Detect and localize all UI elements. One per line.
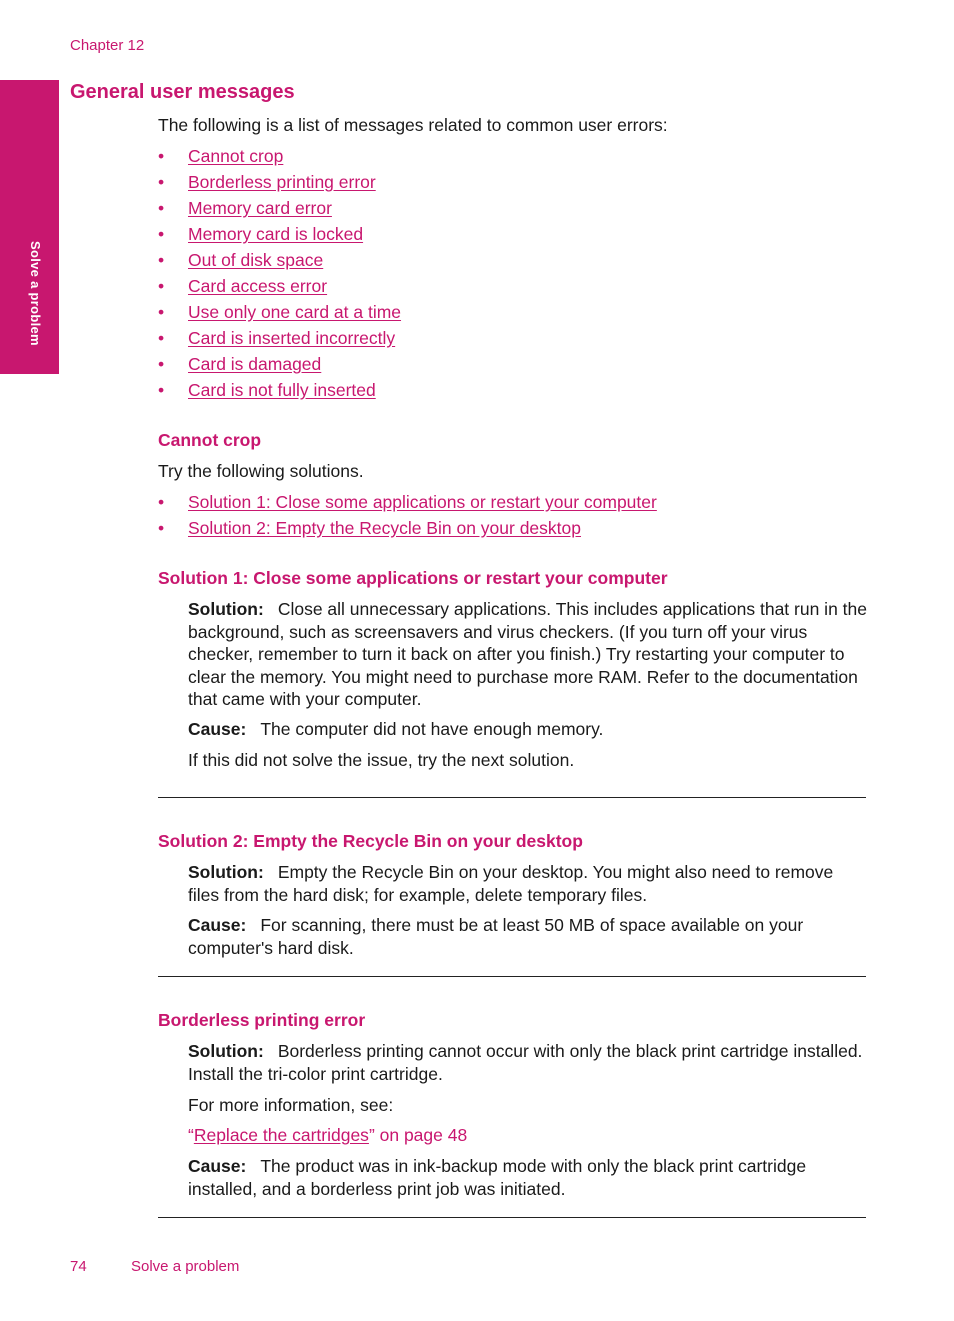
bullet-icon: • [158,146,165,166]
bullet-icon: • [158,492,165,512]
list-item [158,517,657,543]
divider [158,797,866,798]
divider [158,976,866,977]
list-item [158,327,401,353]
bullet-icon: • [158,276,165,296]
list-item [158,301,401,327]
page-number: 74 [70,1258,87,1275]
link-cannot-crop[interactable]: Cannot crop [188,146,284,166]
section-title: General user messages [70,81,295,103]
cannot-crop-intro: Try the following solutions. [158,461,364,481]
link-card-inserted-incorrectly[interactable]: Card is inserted incorrectly [188,328,396,348]
side-tab-label: Solve a problem [28,241,43,346]
solution-label: Solution: [188,862,264,882]
solution-label: Solution: [188,599,264,619]
chapter-header: Chapter 12 [70,37,145,54]
link-borderless-printing-error[interactable]: Borderless printing error [188,172,376,192]
footer-section: Solve a problem [131,1258,240,1275]
cause-label: Cause: [188,915,247,935]
link-out-of-disk-space[interactable]: Out of disk space [188,250,324,270]
divider [158,1217,866,1218]
borderless-heading: Borderless printing error [158,1010,366,1030]
link-card-damaged[interactable]: Card is damaged [188,354,322,374]
link-solution-1[interactable]: Solution 1: Close some applications or restart your computer [188,492,657,512]
solution-2-body: Empty the Recycle Bin on your desktop. You might also need to remove files from the hard disk; for example, delete temporary files. [188,862,834,905]
bullet-icon: • [158,198,165,218]
list-item [158,275,401,301]
list-item [158,223,401,249]
cause-label: Cause: [188,719,247,739]
cause-label: Cause: [188,1156,247,1176]
solution-1-cause [188,718,868,741]
cannot-crop-heading: Cannot crop [158,430,262,450]
solution-2-heading: Solution 2: Empty the Recycle Bin on your desktop [158,831,583,851]
solution-1-cause-body: The computer did not have enough memory. [260,719,604,739]
list-item [158,197,401,223]
bullet-icon: • [158,224,165,244]
bullet-icon: • [158,380,165,400]
list-item [158,353,401,379]
link-one-card-at-a-time[interactable]: Use only one card at a time [188,302,402,322]
borderless-solution [188,1040,868,1085]
list-item [158,171,401,197]
borderless-reference [188,1124,868,1147]
solution-1-body: Close all unnecessary applications. This includes applications that run in the background, such as screensavers and virus checkers. (If you turn off your virus checker, remember to turn it back on after you finish.) Try restarting your computer to clear the memory. You might need to purchase more RAM. Refer to the documentation that came with your computer. [188,599,867,709]
section-intro: The following is a list of messages related to common user errors: [158,115,668,135]
list-item [158,491,657,517]
message-link-list [158,145,401,405]
solution-1-next: If this did not solve the issue, try the next solution. [188,750,575,770]
borderless-solution-body: Borderless printing cannot occur with only the black print cartridge installed. Install the tri-color print cartridge. [188,1041,863,1084]
borderless-cause-body: The product was in ink-backup mode with only the black print cartridge installed, and a borderless print job was initiated. [188,1156,807,1199]
solution-label: Solution: [188,1041,264,1061]
bullet-icon: • [158,302,165,322]
bullet-icon: • [158,172,165,192]
solution-1-text [188,598,868,711]
borderless-cause [188,1155,868,1200]
solution-2-text [188,861,868,906]
link-card-access-error[interactable]: Card access error [188,276,328,296]
link-solution-2[interactable]: Solution 2: Empty the Recycle Bin on your desktop [188,518,581,538]
list-item [158,145,401,171]
bullet-icon: • [158,250,165,270]
link-card-not-fully-inserted[interactable]: Card is not fully inserted [188,380,376,400]
solution-2-cause [188,914,868,959]
solution-2-cause-body: For scanning, there must be at least 50 MB of space available on your computer's hard disk. [188,915,804,958]
link-replace-cartridges[interactable]: Replace the cartridges [193,1125,369,1145]
ref-open-quote: “ [188,1125,194,1145]
solution-1-heading: Solution 1: Close some applications or restart your computer [158,568,668,588]
link-memory-card-locked[interactable]: Memory card is locked [188,224,364,244]
solution-link-list [158,491,657,543]
bullet-icon: • [158,518,165,538]
bullet-icon: • [158,328,165,348]
link-memory-card-error[interactable]: Memory card error [188,198,332,218]
ref-page: ” on page 48 [368,1125,468,1145]
borderless-more-info: For more information, see: [188,1095,394,1115]
bullet-icon: • [158,354,165,374]
list-item [158,379,401,405]
list-item [158,249,401,275]
